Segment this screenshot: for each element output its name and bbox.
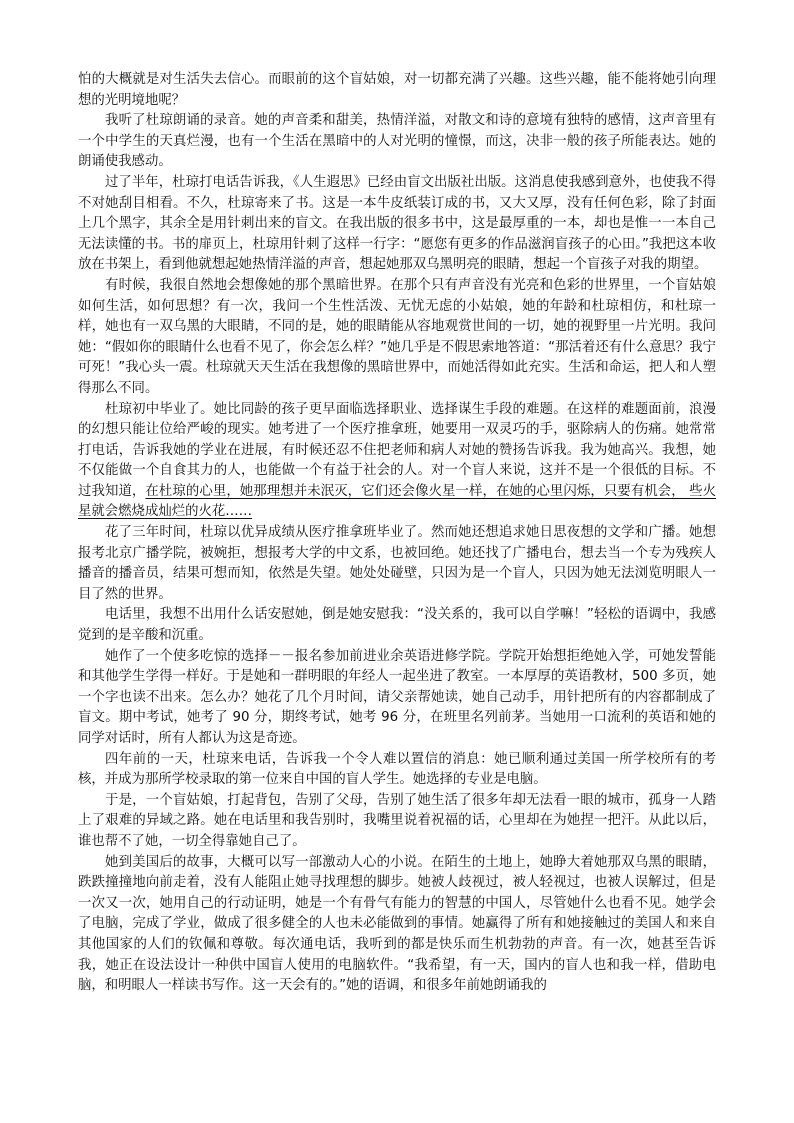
paragraph-6: 花了三年时间，杜琼以优异成绩从医疗推拿班毕业了。然而她还想追求她日思夜想的文学和广播。她想报考北京广播学院，被婉拒，想报考大学的中文系，也被回绝。她还找了广播电台，想去当一个专为残疾人播音的播音员，结果可想而知，依然是失望。她处处碰壁，只因为是一个盲人，只因为她无法浏览明眼人一目了然的世界。 [78, 525, 716, 602]
paragraph-2: 我听了杜琼朗诵的录音。她的声音柔和甜美，热情洋溢，对散文和诗的意境有独特的感情，这声音里有一个中学生的天真烂漫，也有一个生活在黑暗中的人对光明的憧憬，而这，决非一般的孩子所能表达。她的朗诵使我感动。 [78, 113, 716, 170]
paragraph-11: 她到美国后的故事，大概可以写一部激动人心的小说。在陌生的土地上，她睁大着她那双乌黑的眼睛，跌跌撞撞地向前走着，没有人能阻止她寻找理想的脚步。她被人歧视过，被人轻视过，也被人误解过，但是一次又一次，她用自己的行动证明，她是一个有骨气有能力的智慧的中国人，尽管她什么也看不见。她学会了电脑，完成了学业，做成了很多健全的人也未必能做到的事情。她赢得了所有和她接触过的美国人和来自其他国家的人们的钦佩和尊敬。每次通电话，我听到的都是快乐而生机勃勃的声音。有一次，她甚至告诉我，她正在设法设计一种供中国盲人使用的电脑软件。“我希望，有一天，国内的盲人也和我一样，借助电脑，和明眼人一样读书写作。这一天会有的。”她的语调，和很多年前她朗诵我的 [78, 854, 716, 994]
underlined-passage: 在杜琼的心里，她那理想并未泯灭，它们还会像火星一样，在她的心里闪烁，只要有机会， 些火星就会燃烧成灿烂的火花…… [78, 483, 716, 520]
paragraph-7: 电话里，我想不出用什么话安慰她，倒是她安慰我：“没关系的，我可以自学嘛！”轻松的语调中，我感觉到的是辛酸和沉重。 [78, 607, 716, 644]
paragraph-10: 于是，一个盲姑娘，打起背包，告别了父母，告别了她生活了很多年却无法看一眼的城市，孤身一人踏上了艰难的异域之路。她在电话里和我告别时，我嘴里说着祝福的话，心里却在为她捏一把汗。从此以后，谁也帮不了她，一切全得靠她自己了。 [78, 792, 716, 849]
document-body [78, 70, 716, 997]
paragraph-5 [78, 400, 716, 524]
paragraph-5-text: 杜琼初中毕业了。她比同龄的孩子更早面临选择职业、选择谋生手段的难题。在这样的难题面前，浪漫的幻想只能让位给严峻的现实。她考进了一个医疗推拿班，她要用一双灵巧的手，驱除病人的伤痛。她常常打电话，告诉我她的学业在进展，有时候还忍不住把老师和病人对她的赞扬告诉我。我为她高兴。我想，她不仅能做一个自食其力的人，也能做一个有益于社会的人。对一个盲人来说，这并不是一个很低的目标。不过我知道， [78, 401, 716, 499]
paragraph-3: 过了半年，杜琼打电话告诉我，《人生遐思》已经由盲文出版社出版。这消息使我感到意外，也使我不得不对她刮目相看。不久，杜琼寄来了书。这是一本牛皮纸装订成的书，又大又厚，没有任何色彩，除了封面上几个黑字，其余全是用针刺出来的盲文。在我出版的很多书中，这是最厚重的一本，却也是惟一一本自己无法读懂的书。书的扉页上，杜琼用针刺了这样一行字：“愿您有更多的作品滋润盲孩子的心田。”我把这本收放在书架上，看到他就想起她热情洋溢的声音，想起她那双乌黑明亮的眼睛，想起一个盲孩子对我的期望。 [78, 174, 716, 273]
paragraph-8: 她作了一个使多吃惊的选择－－报名参加前进业余英语进修学院。学院开始想拒绝她入学，可她发誓能和其他学生学得一样好。于是她和一群明眼的年经人一起坐进了教室。一本厚厚的英语教材，500 多页，她一个字也读不出来。怎么办？她花了几个月时间，请父亲帮她读，她自己动手，用针把所有的内容都制成了盲文。期中考试，她考了 90 分，期终考试，她考 96 分，在班里名列前茅。当她用一口流利的英语和她的同学对话时，所有人都认为这是奇迹。 [78, 648, 716, 746]
paragraph-9: 四年前的一天，杜琼来电话，告诉我一个令人难以置信的消息：她已顺利通过美国一所学校所有的考核，并成为那所学校录取的第一位来自中国的盲人学生。她选择的专业是电脑。 [78, 751, 716, 788]
paragraph-4: 有时候，我很自然地会想像她的那个黑暗世界。在那个只有声音没有光亮和色彩的世界里，一个盲姑娘如何生活，如何思想？有一次，我问一个生性活泼、无忧无虑的小姑娘，她的年龄和杜琼相仿，和杜琼一样，她也有一双乌黑的大眼睛，不同的是，她的眼睛能从容地观赏世间的一切，她的视野里一片光明。我问她：“假如你的眼睛什么也看不见了，你会怎么样？”她几乎是不假思索地答道：“那活着还有什么意思？我宁可死！”我心头一震。杜琼就天天生活在我想像的黑暗世界中，而她活得如此充实。生活和命运，把人和人塑得那么不同。 [78, 277, 716, 396]
paragraph-1: 怕的大概就是对生活失去信心。而眼前的这个盲姑娘，对一切都充满了兴趣。这些兴趣，能不能将她引向理想的光明境地呢？ [78, 72, 716, 108]
